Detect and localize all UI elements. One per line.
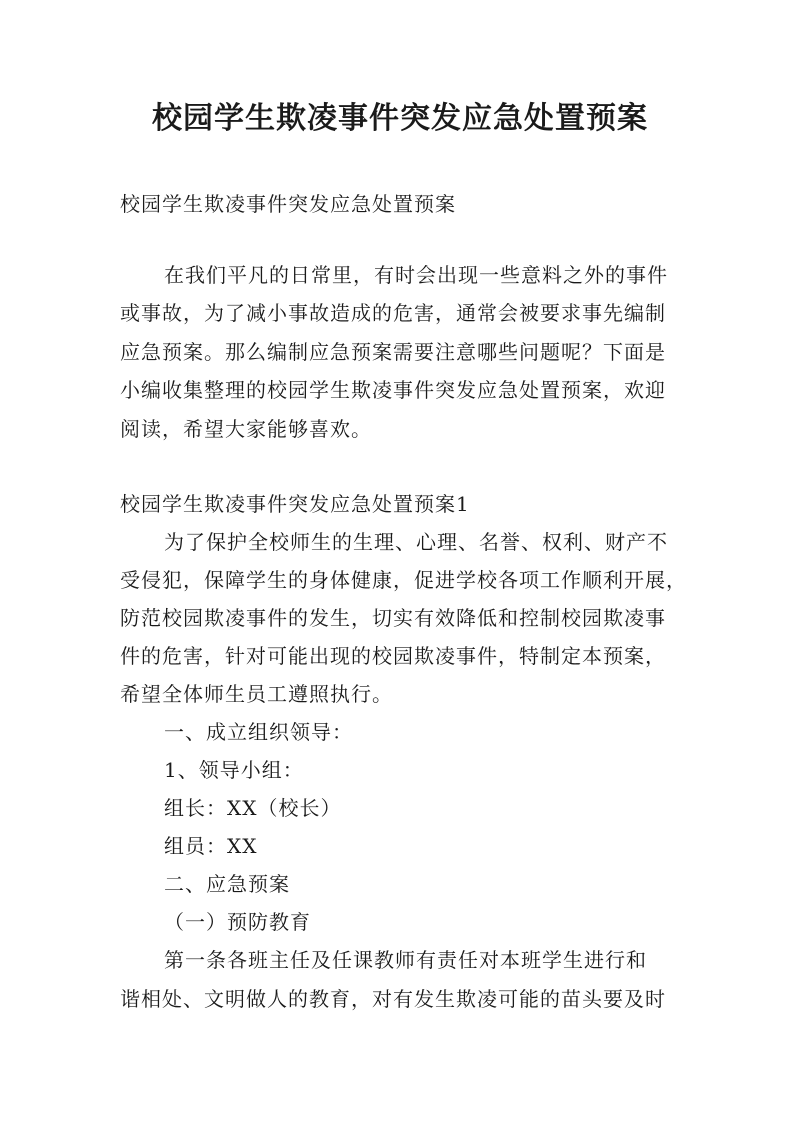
outline-item-organization: 一、成立组织领导： [164,720,353,744]
outline-item-group-leader: 组长：XX（校长） [164,796,342,820]
intro-line-1: 在我们平凡的日常里，有时会出现一些意料之外的事件 [164,263,668,287]
article-line-1: 第一条各班主任及任课教师有责任对本班学生进行和 [164,948,647,972]
outline-item-leadership-group: 1、领导小组： [164,758,304,782]
section-paragraph-line-4: 件的危害，针对可能出现的校园欺凌事件，特制定本预案， [120,644,666,668]
intro-line-3: 应急预案。那么编制应急预案需要注意哪些问题呢？下面是 [120,340,666,364]
section-paragraph-line-2: 受侵犯，保障学生的身体健康，促进学校各项工作顺利开展， [120,568,687,592]
intro-line-5: 阅读，希望大家能够喜欢。 [120,417,372,441]
document-title: 校园学生欺凌事件突发应急处置预案 [152,101,648,136]
section-paragraph-line-5: 希望全体师生员工遵照执行。 [120,682,393,706]
intro-line-4: 小编收集整理的校园学生欺凌事件突发应急处置预案，欢迎 [120,378,666,402]
section-paragraph-line-3: 防范校园欺凌事件的发生，切实有效降低和控制校园欺凌事 [120,606,666,630]
outline-item-prevention-education: （一）预防教育 [164,910,311,934]
outline-item-group-members: 组员：XX [164,834,258,858]
section-heading: 校园学生欺凌事件突发应急处置预案1 [120,492,470,516]
outline-item-emergency-plan: 二、应急预案 [164,872,290,896]
document-subtitle: 校园学生欺凌事件突发应急处置预案 [120,192,456,216]
intro-line-2: 或事故，为了减小事故造成的危害，通常会被要求事先编制 [120,301,666,325]
article-line-2: 谐相处、文明做人的教育，对有发生欺凌可能的苗头要及时 [120,987,666,1011]
section-paragraph-line-1: 为了保护全校师生的生理、心理、名誉、权利、财产不 [164,530,668,554]
